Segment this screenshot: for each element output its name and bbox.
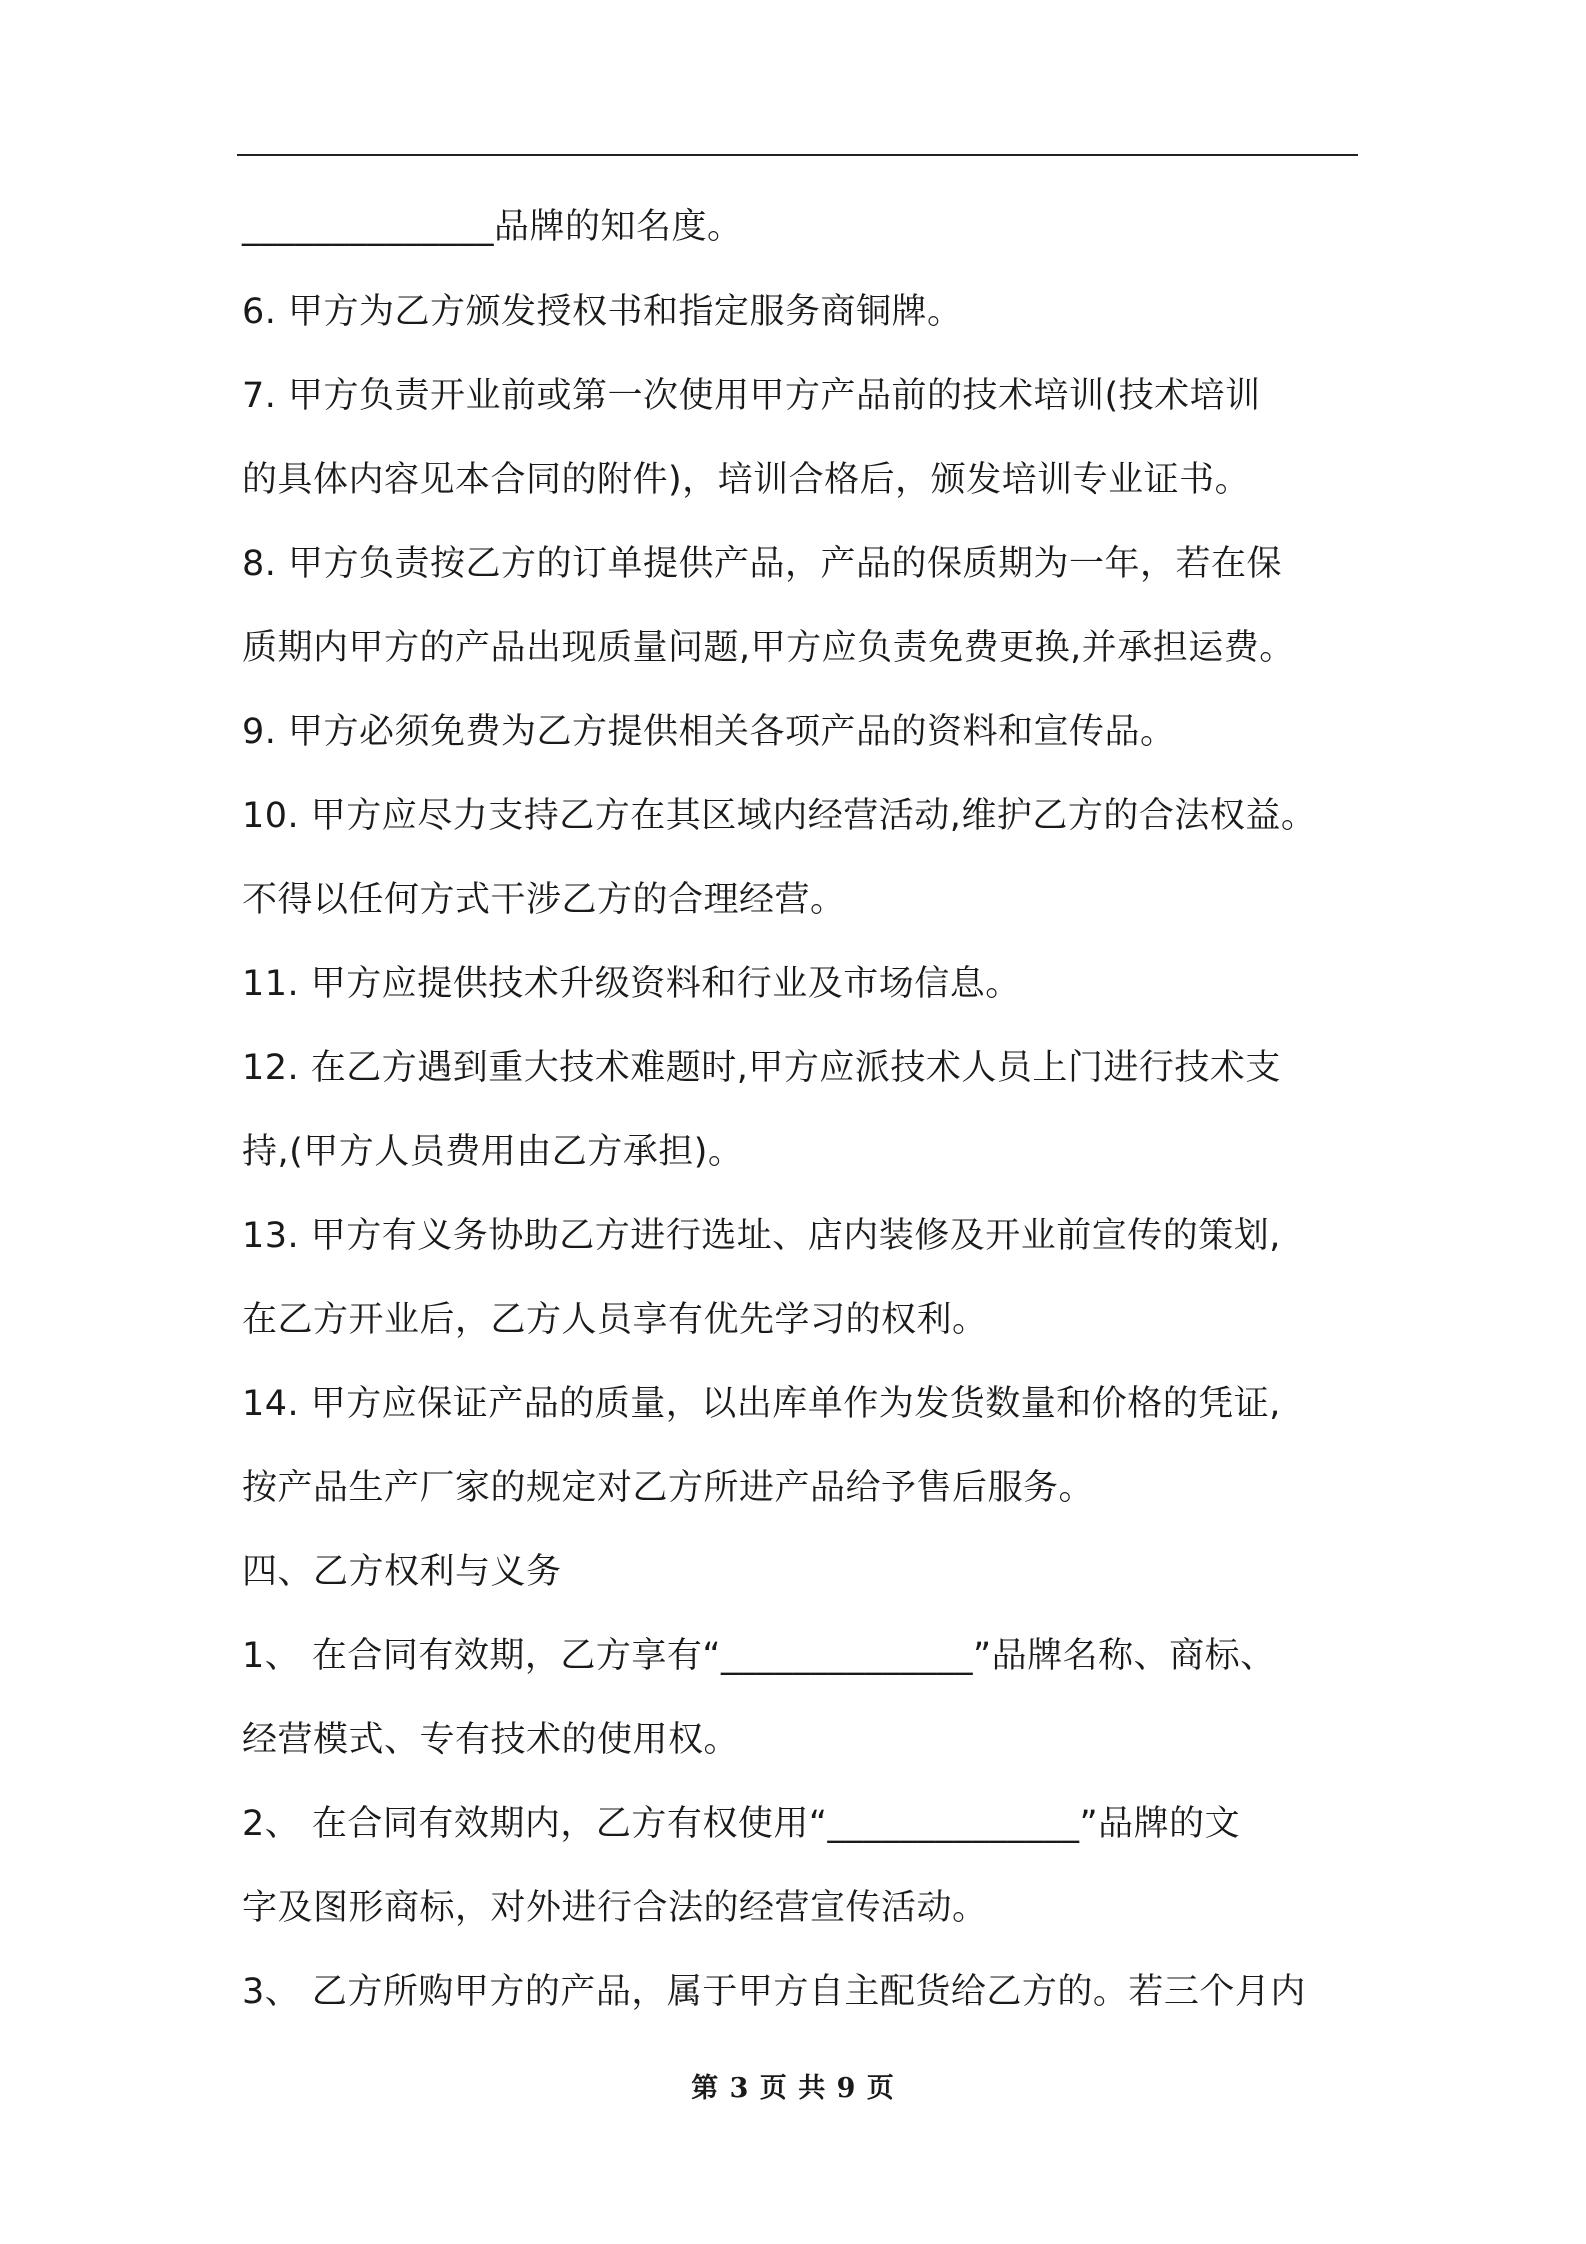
text-line: 在乙方开业后，乙方人员享有优先学习的权利。 (242, 1300, 988, 1340)
text-line: 14. 甲方应保证产品的质量，以出库单作为发货数量和价格的凭证, (242, 1384, 1281, 1424)
page-number-footer: 第 3 页 共 9 页 (691, 2073, 895, 2104)
text-line: 字及图形商标，对外进行合法的经营宣传活动。 (242, 1888, 988, 1928)
text-line: 不得以任何方式干涉乙方的合理经营。 (242, 880, 846, 920)
text-line: 6. 甲方为乙方颁发授权书和指定服务商铜牌。 (242, 292, 963, 332)
text-line: 8. 甲方负责按乙方的订单提供产品，产品的保质期为一年，若在保 (242, 544, 1283, 584)
text-line: 的具体内容见本合同的附件)，培训合格后，颁发培训专业证书。 (242, 460, 1251, 500)
text-line: 经营模式、专有技术的使用权。 (242, 1720, 740, 1760)
text-line: 按产品生产厂家的规定对乙方所进产品给予售后服务。 (242, 1468, 1095, 1508)
text-line: 13. 甲方有义务协助乙方进行选址、店内装修及开业前宣传的策划, (242, 1216, 1281, 1256)
section-heading: 四、乙方权利与义务 (242, 1552, 562, 1592)
text-line: 持,(甲方人员费用由乙方承担)。 (242, 1132, 744, 1172)
text-line: 1、 在合同有效期，乙方享有“______________”品牌名称、商标、 (242, 1636, 1276, 1676)
text-line: 3、 乙方所购甲方的产品，属于甲方自主配货给乙方的。若三个月内 (242, 1972, 1306, 2012)
text-line: 12. 在乙方遇到重大技术难题时,甲方应派技术人员上门进行技术支 (242, 1048, 1281, 1088)
text-line: 7. 甲方负责开业前或第一次使用甲方产品前的技术培训(技术培训 (242, 376, 1261, 416)
text-line: 11. 甲方应提供技术升级资料和行业及市场信息。 (242, 964, 1021, 1004)
header-rule (237, 154, 1358, 156)
text-line: 质期内甲方的产品出现质量问题,甲方应负责免费更换,并承担运费。 (242, 628, 1295, 668)
text-line: ______________品牌的知名度。 (242, 207, 743, 247)
text-line: 2、 在合同有效期内，乙方有权使用“______________”品牌的文 (242, 1804, 1241, 1844)
text-line: 9. 甲方必须免费为乙方提供相关各项产品的资料和宣传品。 (242, 712, 1176, 752)
text-line: 10. 甲方应尽力支持乙方在其区域内经营活动,维护乙方的合法权益。 (242, 796, 1317, 836)
